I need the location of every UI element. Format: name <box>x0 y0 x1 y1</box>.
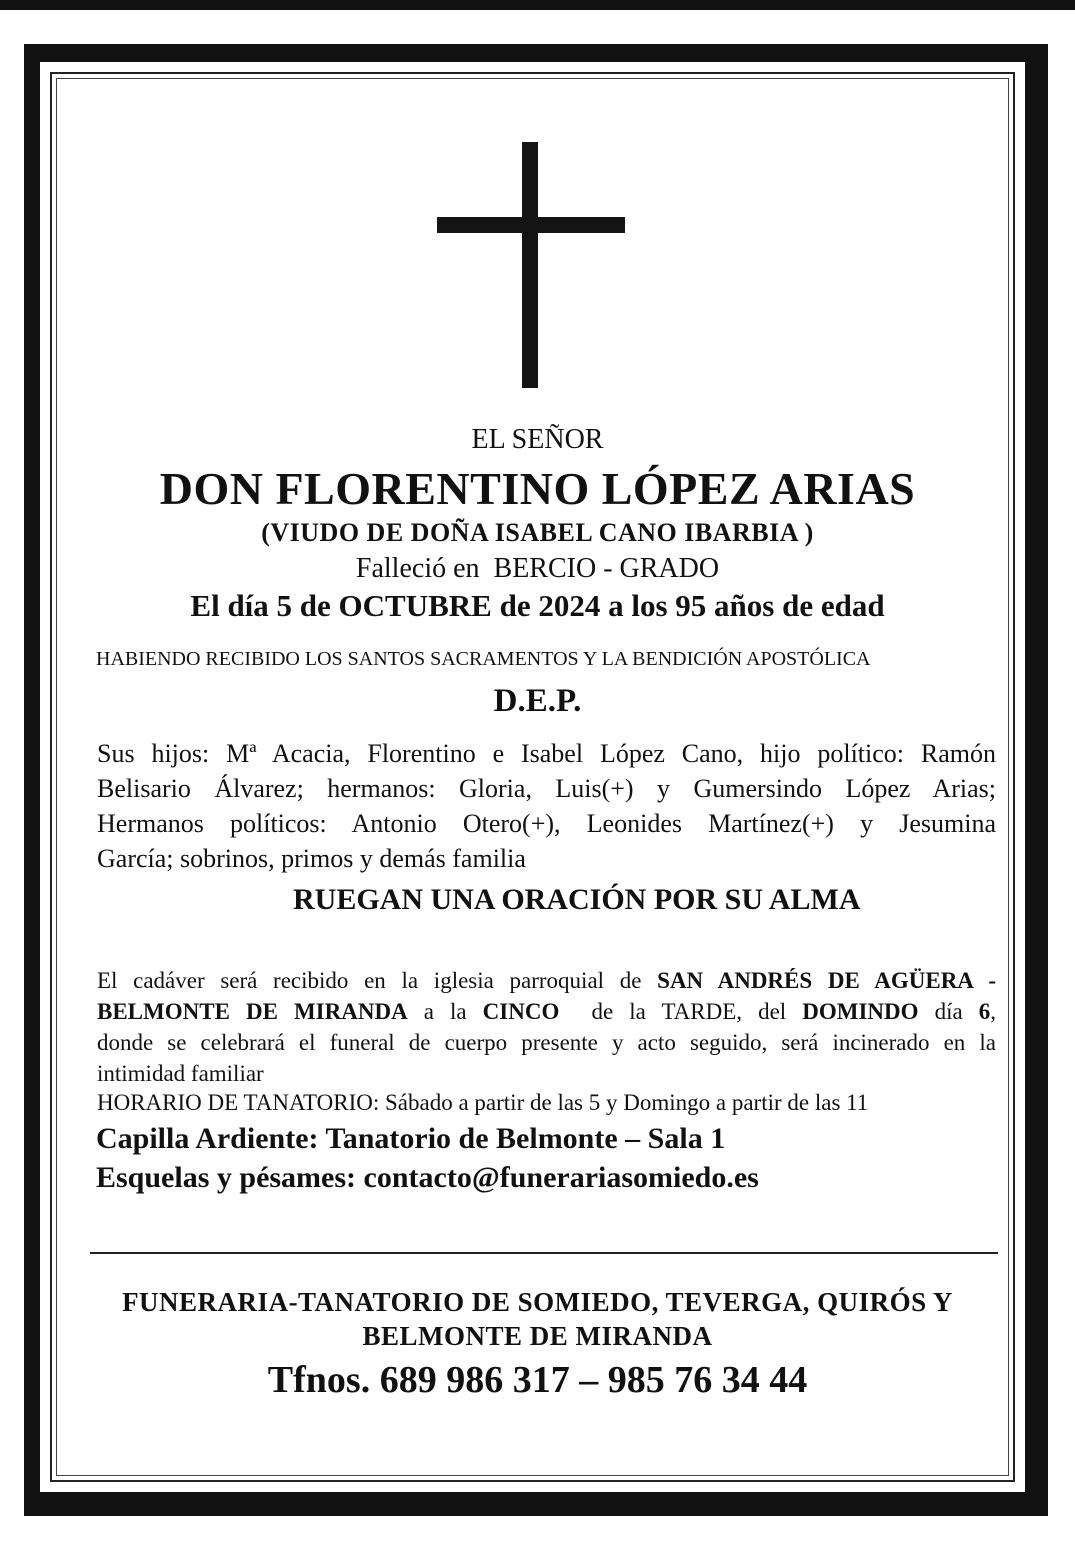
funeral-line: donde se celebrará el funeral de cuerpo presente y acto seguido, será incinerado en la <box>97 1030 996 1055</box>
family-line: Sus hijos: Mª Acacia, Florentino e Isabel López Cano, hijo político: Ramón <box>97 739 996 768</box>
prayer-request: RUEGAN UNA ORACIÓN POR SU ALMA <box>293 883 861 916</box>
widow-of-line: (VIUDO DE DOÑA ISABEL CANO IBARBIA ) <box>261 518 814 547</box>
sacraments-line: HABIENDO RECIBIDO LOS SANTOS SACRAMENTOS Y LA BENDICIÓN APOSTÓLICA <box>96 648 871 670</box>
funeral-line: El cadáver será recibido en la iglesia parroquial de SAN ANDRÉS DE AGÜERA - <box>97 968 996 993</box>
funeral-details <box>97 965 996 1089</box>
honorific-title: EL SEÑOR <box>471 424 604 455</box>
deceased-name: DON FLORENTINO LÓPEZ ARIAS <box>159 463 916 514</box>
funeral-home-phones: Tfnos. 689 986 317 – 985 76 34 44 <box>267 1359 808 1401</box>
top-black-edge <box>0 0 1075 10</box>
date-of-death: El día 5 de OCTUBRE de 2024 a los 95 años de edad <box>190 588 885 623</box>
chapel-info: Capilla Ardiente: Tanatorio de Belmonte – Sala 1 <box>96 1122 726 1155</box>
section-divider <box>90 1252 998 1254</box>
cross-horizontal-bar <box>437 217 625 233</box>
church-name: SAN ANDRÉS DE AGÜERA - <box>657 968 996 993</box>
funeral-time: CINCO <box>482 999 560 1024</box>
family-line: García; sobrinos, primos y demás familia <box>97 844 526 873</box>
funeral-line: BELMONTE DE MIRANDA a la CINCO de la TARDE, del DOMINDO día 6, <box>97 999 996 1024</box>
funeral-home-name: FUNERARIA-TANATORIO DE SOMIEDO, TEVERGA, QUIRÓS Y <box>122 1287 953 1317</box>
funeral-date: 6 <box>978 999 991 1024</box>
place-of-death: Falleció en BERCIO - GRADO <box>355 553 720 584</box>
family-line: Belisario Álvarez; hermanos: Gloria, Luis(+) y Gumersindo López Arias; <box>97 774 996 803</box>
family-line: Hermanos políticos: Antonio Otero(+), Leonides Martínez(+) y Jesumina <box>97 809 996 838</box>
rip-abbreviation: D.E.P. <box>493 683 582 719</box>
town-name: BELMONTE DE MIRANDA <box>97 999 408 1024</box>
funeral-home-name-cont: BELMONTE DE MIRANDA <box>362 1321 713 1351</box>
condolences-contact: Esquelas y pésames: contacto@funerariasomiedo.es <box>96 1161 759 1194</box>
funeral-home-hours: HORARIO DE TANATORIO: Sábado a partir de las 5 y Domingo a partir de las 11 <box>97 1090 869 1115</box>
funeral-line: intimidad familiar <box>97 1061 264 1086</box>
cross-vertical-bar <box>522 142 538 388</box>
family-paragraph <box>97 736 996 876</box>
funeral-day: DOMINDO <box>802 999 919 1024</box>
